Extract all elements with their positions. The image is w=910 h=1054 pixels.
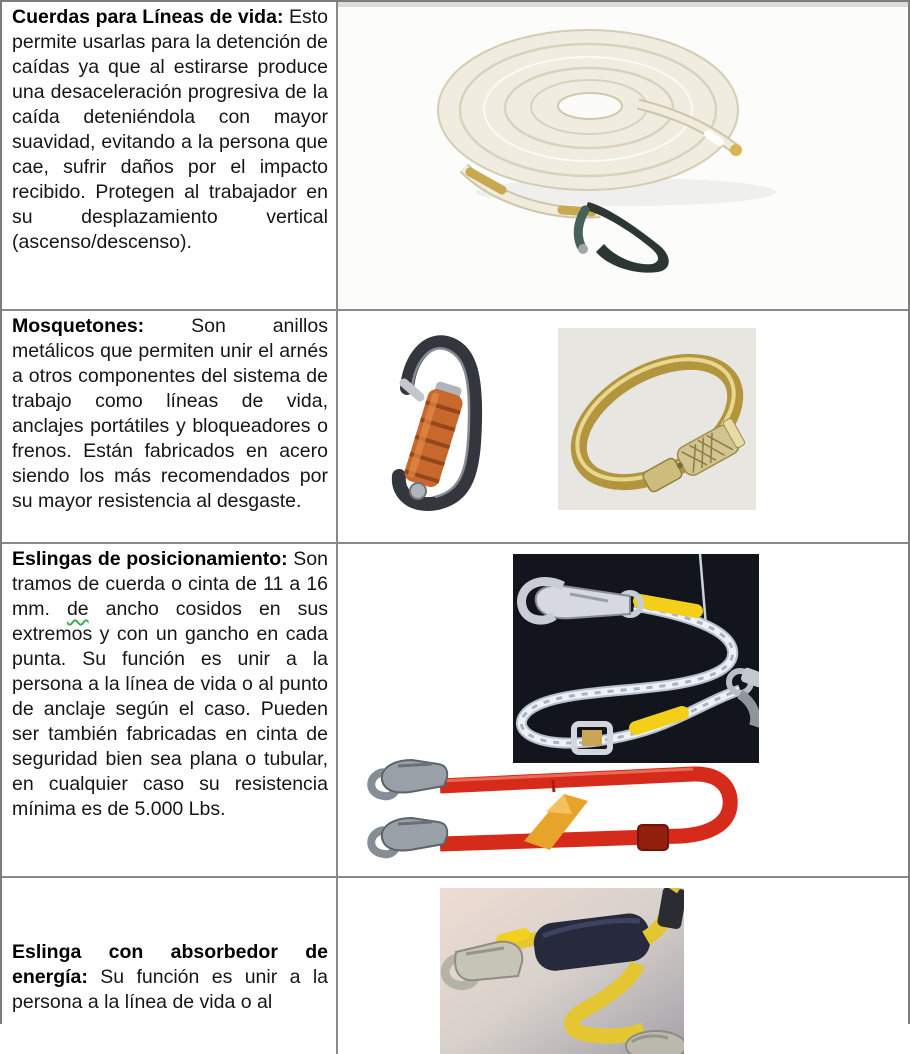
table-row (2, 2, 908, 311)
row-title: Eslinga con absorbedor de energía: (12, 941, 328, 988)
strap-adjuster (638, 825, 668, 850)
cell-text-mosquetones (2, 311, 338, 542)
cell-image-rope (338, 2, 908, 309)
row-body-post: ancho cosidos en sus extremos y con un gancho en cada punta. Su función es unir a la persona a la línea de vida o al punto de anclaje según el caso. Pueden ser también fabricadas en cinta de seguridad bien sea plana o tubular, en cualquier caso su resistencia mínima es de 5.000 Lbs. (12, 598, 329, 820)
table-row (2, 878, 908, 1054)
cell-text-cuerdas (2, 2, 338, 309)
cell-image-slings (338, 544, 908, 876)
table-row (2, 311, 908, 544)
gold-carabiner (557, 328, 763, 520)
cell-image-carabiners (338, 311, 908, 542)
energy-absorber-lanyard-photo (338, 878, 908, 1054)
row-title: Eslingas de posicionamiento: (12, 548, 288, 570)
row-body: Esto permite usarlas para la detención de caídas ya que al estirarse produce una desaceleración progresiva de la caída deteniéndola con mayor suavidad, evitando a la persona que cae, sufrir daños por el impacto recibido. Protegen al trabajador en su desplazamiento vertical (ascenso/descenso). (12, 6, 328, 253)
row-title: Mosquetones: (12, 315, 145, 337)
slings-photo (338, 544, 908, 876)
cell-text-absorbedor (2, 878, 338, 1054)
table-row (2, 544, 908, 878)
row-title: Cuerdas para Líneas de vida: (12, 6, 284, 28)
cell-image-absorber (338, 878, 908, 1054)
paragraph-absorbedor (12, 940, 328, 1015)
row-body: Son anillos metálicos que permiten unir el arnés a otros componentes del sistema de trabajo como líneas de vida, anclajes portátiles y bloqueadores o frenos. Están fabricados en acero siendo los más recomendados por su mayor resistencia al desgaste. (12, 315, 328, 512)
paragraph-cuerdas (12, 5, 328, 255)
yellow-sleeve (640, 601, 696, 611)
cell-text-eslingas (2, 544, 338, 876)
row-body: Su función es unir a la persona a la línea de vida o al (12, 966, 328, 1013)
lifeline-rope-photo (338, 2, 908, 309)
carabiners-photo (338, 311, 908, 542)
paragraph-mosquetones (12, 314, 328, 514)
spellcheck-word: de (66, 598, 89, 620)
row-body-pre: Son tramos de cuerda o cinta de 11 a 16 mm. (12, 548, 328, 620)
paragraph-eslingas (12, 547, 328, 822)
absorber-bottom-hook (626, 1031, 686, 1054)
